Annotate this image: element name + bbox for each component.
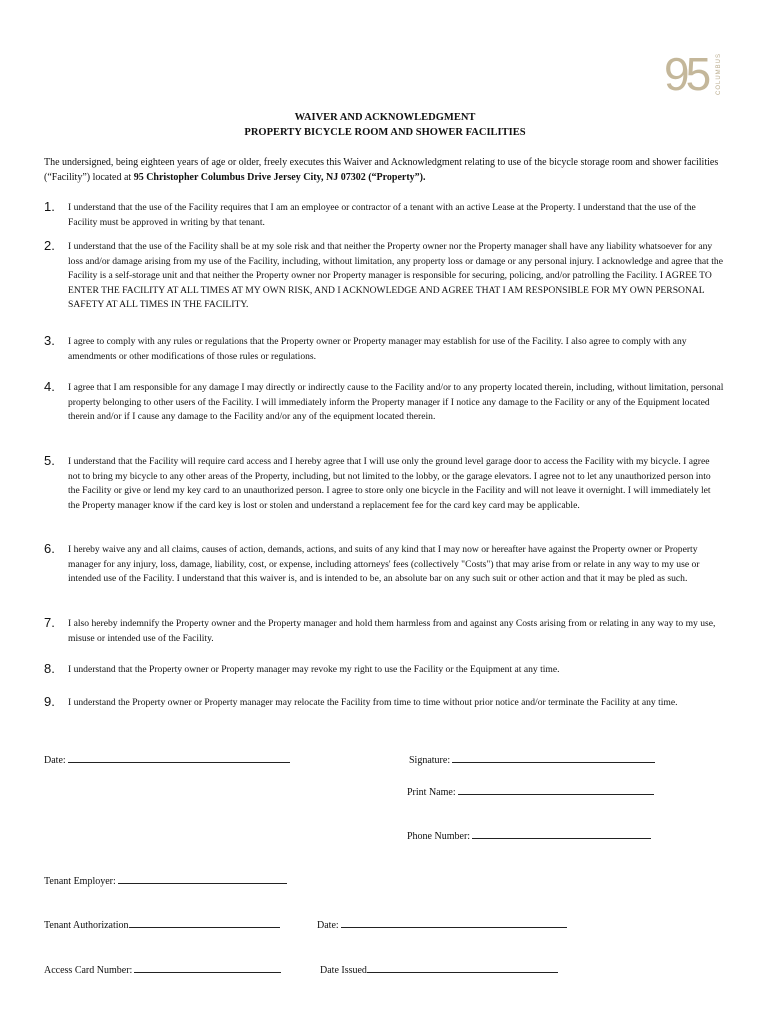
document-subtitle: PROPERTY BICYCLE ROOM AND SHOWER FACILITIES <box>244 127 526 138</box>
item-text: I understand that the use of the Facility shall be at my sole risk and that neither the Property owner nor the Property manager shall have any liability whatsoever for any loss and/or damage arising from my use of the Facility, including, without limitation, any property loss or damage or any personal injury. I acknowledge and agree that the Facility is a self-storage unit and that neither the Property owner nor Property manager is responsible for securing, policing, and/or patrolling the Facility. I AGREE TO ENTER THE FACILITY AT ALL TIMES AT MY OWN RISK, AND I ACKNOWLEDGE AND AGREE THAT I AM RESPONSIBLE FOR MY OWN PERSONAL SAFETY AT ALL TIMES IN THE FACILITY. <box>68 241 723 311</box>
item-number: 5. <box>44 453 55 468</box>
item-number: 9. <box>44 694 55 709</box>
print-name-input-line[interactable] <box>458 785 654 795</box>
phone-number-field <box>407 829 651 842</box>
date-input-line[interactable] <box>68 753 290 763</box>
item-text: I agree that I am responsible for any damage I may directly or indirectly cause to the Facility and/or to any property located therein, including, without limitation, personal property belonging to other users of the Facility. I will immediately inform the Property manager if I notice any damage to the Facility or any of the Equipment located therein and/or if I cause any damage to the Facility and/or any of the equipment located therein. <box>68 382 724 423</box>
print-name-label: Print Name: <box>407 787 456 798</box>
logo-side-text: COLUMBUS <box>716 52 723 96</box>
item-text: I understand the Property owner or Property manager may relocate the Facility from time to time without prior notice and/or terminate the Facility at any time. <box>68 697 678 708</box>
intro-text: The undersigned, being eighteen years of age or older, freely executes this Waiver and Acknowledgment relating to use of the bicycle storage room and shower facilities (“Facility”) located at <box>44 157 719 183</box>
list-item <box>44 663 724 678</box>
list-item <box>44 543 724 587</box>
item-number: 7. <box>44 615 55 630</box>
access-card-number-field <box>44 963 281 976</box>
authorization-date-label: Date: <box>317 920 339 931</box>
signature-field <box>409 753 655 766</box>
phone-number-label: Phone Number: <box>407 831 471 842</box>
company-logo <box>664 48 728 102</box>
tenant-employer-field <box>44 874 287 887</box>
tenant-employer-label: Tenant Employer: <box>44 876 116 887</box>
signature-label: Signature: <box>409 755 451 766</box>
intro-paragraph <box>44 155 724 185</box>
list-item <box>44 240 724 313</box>
phone-number-input-line[interactable] <box>472 829 651 839</box>
tenant-authorization-label: Tenant Authorization <box>44 920 129 931</box>
tenant-authorization-field <box>44 918 280 931</box>
item-number: 3. <box>44 333 55 348</box>
list-item <box>44 335 724 364</box>
date-label: Date: <box>44 755 66 766</box>
list-item <box>44 381 724 425</box>
item-text: I understand that the Facility will require card access and I hereby agree that I will use only the ground level garage door to access the Facility with my bicycle. I agree not to bring my bicycle to any other areas of the Property, including, but not limited to the lobby, or the garage elevators. I agree not to let any unauthorized person into the Facility or give or lend my key card to an unauthorized person. I agree to store only one bicycle in the Facility and will not leave it overnight. I will immediately let the Property manager know if the card key is lost or stolen and understand a replacement fee for the card key card may be applicable. <box>68 456 711 511</box>
tenant-employer-input-line[interactable] <box>118 874 287 884</box>
date-issued-label: Date Issued <box>320 965 367 976</box>
item-number: 2. <box>44 238 55 253</box>
item-number: 8. <box>44 661 55 676</box>
item-text: I understand that the Property owner or Property manager may revoke my right to use the Facility or the Equipment at any time. <box>68 664 560 675</box>
signature-input-line[interactable] <box>452 753 655 763</box>
date-issued-field <box>320 963 558 976</box>
item-number: 6. <box>44 541 55 556</box>
logo-number: 95 <box>664 48 708 100</box>
authorization-date-field <box>317 918 567 931</box>
item-text: I also hereby indemnify the Property owner and the Property manager and hold them harmless from and against any Costs arising from or relating in any way to my use, misuse or intended use of the Facility. <box>68 618 716 644</box>
item-number: 1. <box>44 199 55 214</box>
print-name-field <box>407 785 654 798</box>
tenant-authorization-input-line[interactable] <box>129 918 280 928</box>
date-issued-input-line[interactable] <box>367 963 558 973</box>
intro-property-address: 95 Christopher Columbus Drive Jersey City, NJ 07302 (“Property”). <box>133 172 426 183</box>
list-item <box>44 617 724 646</box>
list-item <box>44 201 724 230</box>
list-item <box>44 696 724 711</box>
item-text: I understand that the use of the Facility requires that I am an employee or contractor of a tenant with an active Lease at the Property. I understand that the use of the Facility must be approved in writing by that tenant. <box>68 202 696 228</box>
item-text: I hereby waive any and all claims, causes of action, demands, actions, and suits of any kind that I may now or hereafter have against the Property owner or Property manager for any injury, loss, damage, liability, cost, or expense, including attorneys' fees (collectively "Costs") that may arise from or relate in any way to my use or intended use of the Facility. I understand that this waiver is, and is intended to be, an absolute bar on any such suit or other action and that it may be pled as such. <box>68 544 700 585</box>
item-number: 4. <box>44 379 55 394</box>
access-card-number-label: Access Card Number: <box>44 965 133 976</box>
authorization-date-input-line[interactable] <box>341 918 567 928</box>
document-title: WAIVER AND ACKNOWLEDGMENT <box>294 112 476 123</box>
access-card-number-input-line[interactable] <box>134 963 281 973</box>
list-item <box>44 455 724 513</box>
item-text: I agree to comply with any rules or regulations that the Property owner or Property manager may establish for use of the Facility. I also agree to comply with any amendments or other modifications of those rules or regulations. <box>68 336 687 362</box>
date-field <box>44 753 290 766</box>
